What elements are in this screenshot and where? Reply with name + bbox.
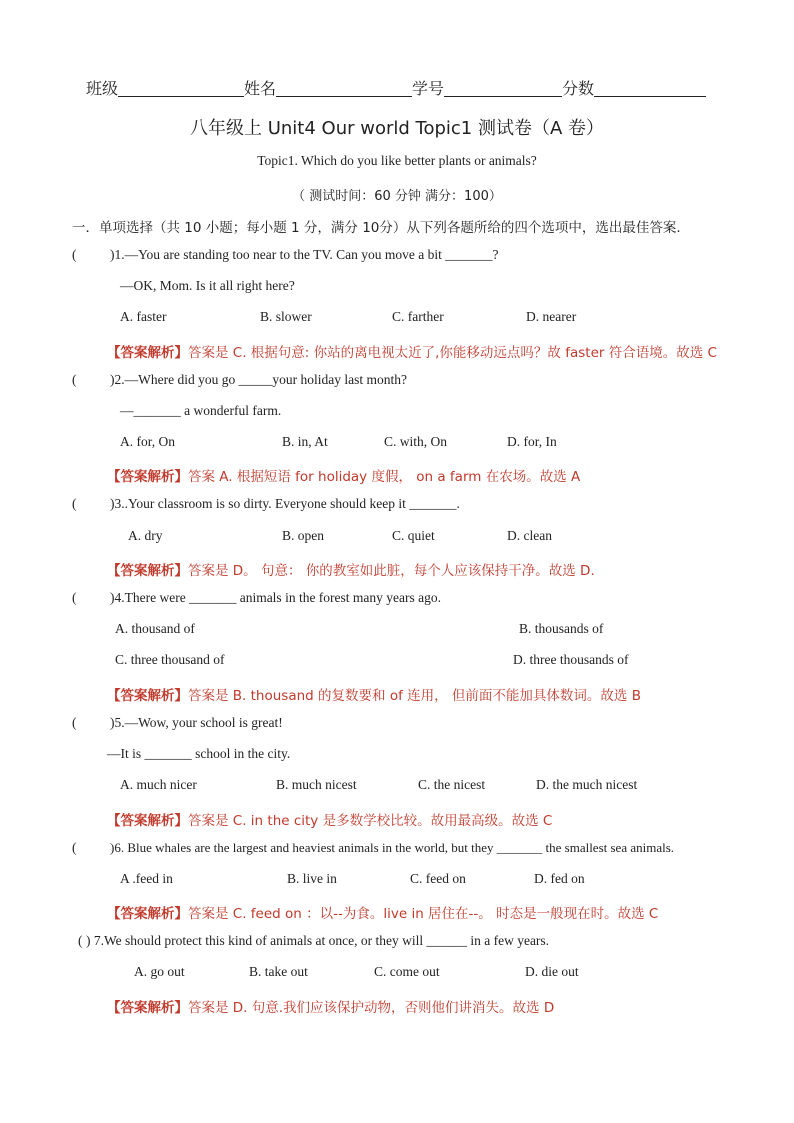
option-d: D. for, In bbox=[507, 434, 557, 449]
name-blank[interactable] bbox=[276, 80, 412, 97]
option-a: A. dry bbox=[128, 528, 163, 543]
option-a: A. for, On bbox=[120, 434, 175, 449]
section-heading: 一．单项选择（共 10 小题；每小题 1 分，满分 10分）从下列各题所给的四个选项中，选出最佳答案. bbox=[72, 220, 681, 236]
question-stem: )2.—Where did you go _____your holiday last month? bbox=[110, 372, 407, 387]
option-b: B. in, At bbox=[282, 434, 328, 449]
answer-explanation bbox=[107, 902, 658, 922]
option-d: D. clean bbox=[507, 528, 552, 543]
option-c: C. three thousand of bbox=[115, 652, 225, 667]
option-a: A. much nicer bbox=[120, 777, 197, 792]
option-a: A. faster bbox=[120, 309, 167, 324]
answer-paren[interactable]: ( bbox=[72, 590, 77, 605]
answer-text: 答案是 C. in the city 是多数学校比较。故用最高级。故选 C bbox=[188, 813, 553, 829]
option-d: D. fed on bbox=[534, 871, 585, 886]
option-d: D. the much nicest bbox=[536, 777, 638, 792]
answer-paren[interactable]: ( bbox=[72, 247, 77, 262]
option-c: C. quiet bbox=[392, 528, 435, 543]
answer-tag: 【答案解析】 bbox=[107, 813, 188, 829]
option-b: B. take out bbox=[249, 964, 308, 979]
class-blank[interactable] bbox=[118, 80, 244, 97]
option-c: C. farther bbox=[392, 309, 444, 324]
time-score-info: （ 测试时间：60 分钟 满分：100） bbox=[292, 189, 502, 204]
answer-tag: 【答案解析】 bbox=[107, 469, 188, 485]
answer-explanation bbox=[107, 465, 580, 485]
answer-explanation bbox=[107, 684, 641, 704]
answer-paren[interactable]: ( bbox=[72, 496, 77, 511]
option-c: C. feed on bbox=[410, 871, 466, 886]
question-stem-2: —It is _______ school in the city. bbox=[107, 746, 291, 761]
option-c: C. come out bbox=[374, 964, 440, 979]
option-b: B. slower bbox=[260, 309, 312, 324]
answer-tag: 【答案解析】 bbox=[107, 688, 188, 704]
option-d: D. three thousands of bbox=[513, 652, 629, 667]
question-stem: )5.—Wow, your school is great! bbox=[110, 715, 283, 730]
id-label: 学号 bbox=[412, 79, 445, 98]
option-d: D. nearer bbox=[526, 309, 577, 324]
answer-explanation bbox=[107, 996, 554, 1016]
answer-explanation bbox=[107, 809, 552, 829]
question-stem-2: —OK, Mom. Is it all right here? bbox=[120, 278, 295, 293]
option-b: B. live in bbox=[287, 871, 337, 886]
answer-paren[interactable]: ( bbox=[72, 840, 77, 855]
page-subtitle: Topic1. Which do you like better plants or animals? bbox=[257, 153, 537, 168]
answer-text: 答案是 C. 根据句意: 你站的离电视太近了,你能移动远点吗？故 faster 符合语境。故选 C bbox=[188, 345, 717, 361]
answer-tag: 【答案解析】 bbox=[107, 345, 188, 361]
answer-explanation bbox=[107, 559, 595, 579]
student-info-header bbox=[86, 76, 706, 99]
answer-paren[interactable]: ( bbox=[78, 933, 83, 948]
option-d: D. die out bbox=[525, 964, 579, 979]
answer-tag: 【答案解析】 bbox=[107, 906, 188, 922]
answer-explanation bbox=[107, 341, 717, 361]
option-c: C. the nicest bbox=[418, 777, 486, 792]
answer-text: 答案是 D。 句意： 你的教室如此脏，每个人应该保持干净。故选 D. bbox=[188, 563, 595, 579]
answer-text: 答案 A. 根据短语 for holiday 度假， on a farm 在农场。故选 A bbox=[188, 469, 581, 485]
page-title: 八年级上 Unit4 Our world Topic1 测试卷（A 卷） bbox=[190, 118, 604, 139]
question-stem: )4.There were _______ animals in the forest many years ago. bbox=[110, 590, 442, 605]
option-b: B. much nicest bbox=[276, 777, 357, 792]
option-b: B. open bbox=[282, 528, 324, 543]
question-stem: )3..Your classroom is so dirty. Everyone should keep it _______. bbox=[110, 496, 460, 511]
option-a: A. thousand of bbox=[115, 621, 195, 636]
option-c: C. with, On bbox=[384, 434, 448, 449]
question-stem-2: —_______ a wonderful farm. bbox=[120, 403, 282, 418]
answer-text: 答案是 B. thousand 的复数要和 of 连用， 但前面不能加具体数词。故选 B bbox=[188, 688, 641, 704]
answer-text: 答案是 D. 句意.我们应该保护动物，否则他们讲消失。故选 D bbox=[188, 1000, 555, 1016]
option-a: A. go out bbox=[134, 964, 185, 979]
score-blank[interactable] bbox=[594, 80, 706, 97]
option-a: A .feed in bbox=[120, 871, 173, 886]
question-stem: )6. Blue whales are the largest and heaviest animals in the world, but they _______ the smallest sea animals. bbox=[110, 840, 675, 855]
answer-tag: 【答案解析】 bbox=[107, 1000, 188, 1016]
name-label: 姓名 bbox=[244, 79, 277, 98]
option-b: B. thousands of bbox=[519, 621, 604, 636]
question-stem: ) 7.We should protect this kind of animals at once, or they will ______ in a few years. bbox=[86, 933, 550, 948]
class-label: 班级 bbox=[86, 79, 119, 98]
answer-paren[interactable]: ( bbox=[72, 715, 77, 730]
id-blank[interactable] bbox=[444, 80, 562, 97]
answer-tag: 【答案解析】 bbox=[107, 563, 188, 579]
question-stem: )1.—You are standing too near to the TV. Can you move a bit _______? bbox=[110, 247, 499, 262]
answer-text: 答案是 C. feed on ：以--为食。live in 居住在--。 时态是一般现在时。故选 C bbox=[188, 906, 659, 922]
answer-paren[interactable]: ( bbox=[72, 372, 77, 387]
score-label: 分数 bbox=[562, 79, 595, 98]
